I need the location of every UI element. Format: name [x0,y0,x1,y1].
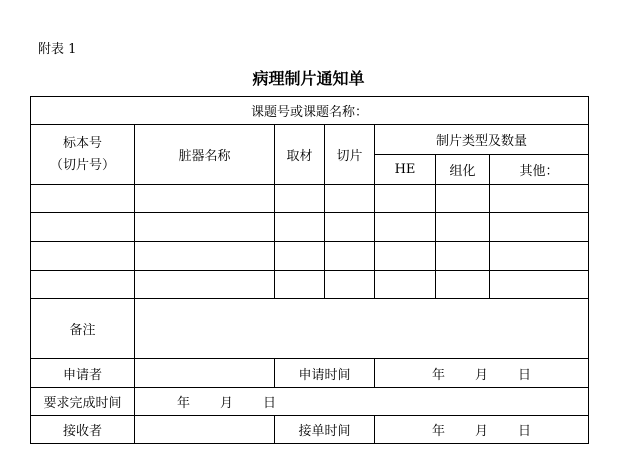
slicing-header: 切片 [325,125,375,185]
cell[interactable] [275,242,325,271]
organ-header: 脏器名称 [135,125,275,185]
data-row [31,185,589,213]
he-header: HE [375,155,436,185]
applicant-row [31,359,589,388]
month-unit: 月 [474,424,488,439]
cell[interactable] [490,242,589,271]
receive-time-label: 接单时间 [275,416,375,444]
year-unit: 年 [177,396,191,411]
year-unit: 年 [431,367,445,383]
required-completion-label: 要求完成时间 [31,388,135,416]
cell[interactable] [325,242,375,271]
cell[interactable] [375,242,436,271]
receiver-row [31,416,589,444]
year-unit: 年 [431,424,445,439]
notice-form-table [30,96,589,444]
required-completion-field[interactable] [135,388,589,416]
subject-row [31,97,589,125]
cell[interactable] [436,213,490,242]
form-title: 病理制片通知单 [252,69,365,88]
remarks-label: 备注 [31,299,135,359]
cell[interactable] [490,271,589,299]
slice-no-label: （切片号） [49,157,115,173]
cell[interactable] [31,271,135,299]
other-header: 其他： [490,155,589,185]
sample-no-label: 标本号 [62,135,102,151]
prep-type-header: 制片类型及数量 [375,125,589,155]
receiver-label: 接收者 [31,416,135,444]
data-row [31,242,589,271]
subject-label[interactable]: 课题号或课题名称： [31,97,589,125]
cell[interactable] [31,213,135,242]
receive-date-field[interactable] [375,416,589,444]
cell[interactable] [275,213,325,242]
applicant-label: 申请者 [31,359,135,388]
data-row [31,213,589,242]
cell[interactable] [490,185,589,213]
cell[interactable] [135,185,275,213]
remarks-field[interactable] [135,299,589,359]
cell[interactable] [325,213,375,242]
cell[interactable] [135,271,275,299]
header-row-1 [31,125,589,155]
remarks-row [31,299,589,359]
month-unit: 月 [474,367,488,383]
required-completion-row [31,388,589,416]
cell[interactable] [275,185,325,213]
applicant-field[interactable] [135,359,275,388]
cell[interactable] [375,213,436,242]
cell[interactable] [436,242,490,271]
cell[interactable] [275,271,325,299]
appendix-label: 附表 1 [38,42,77,57]
sampling-header: 取材 [275,125,325,185]
day-unit: 日 [263,396,277,411]
data-row [31,271,589,299]
cell[interactable] [325,185,375,213]
cell[interactable] [490,213,589,242]
sample-no-header [31,125,135,185]
cell[interactable] [135,242,275,271]
cell[interactable] [31,185,135,213]
cell[interactable] [135,213,275,242]
ihc-header: 组化 [436,155,490,185]
cell[interactable] [375,185,436,213]
receiver-field[interactable] [135,416,275,444]
cell[interactable] [436,271,490,299]
cell[interactable] [325,271,375,299]
apply-time-label: 申请时间 [275,359,375,388]
day-unit: 日 [518,367,532,383]
month-unit: 月 [220,396,234,411]
apply-date-field[interactable] [375,359,589,388]
cell[interactable] [436,185,490,213]
cell[interactable] [31,242,135,271]
day-unit: 日 [518,424,532,439]
cell[interactable] [375,271,436,299]
